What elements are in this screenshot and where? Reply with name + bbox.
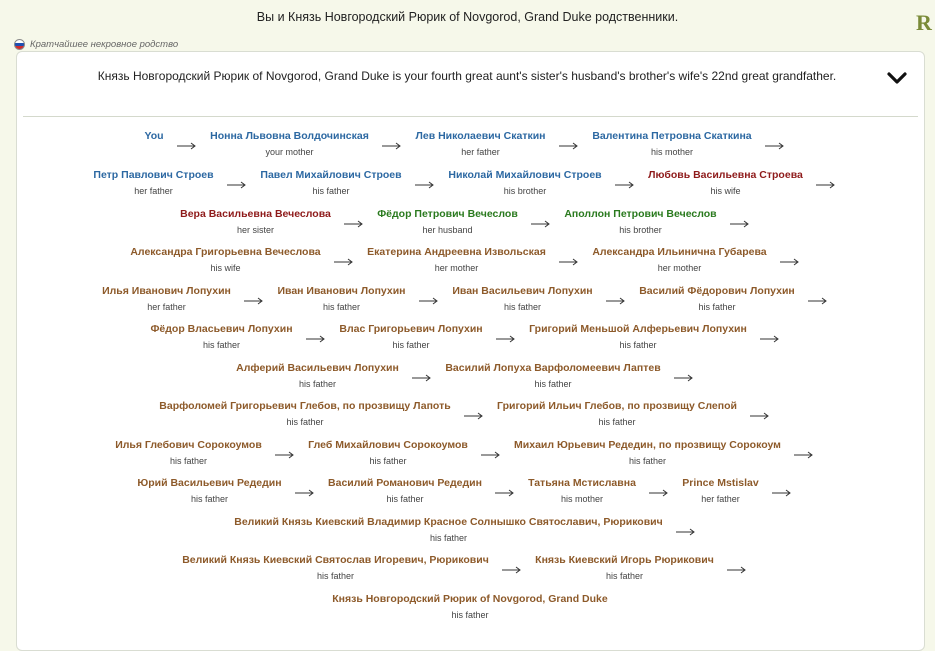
chain-node [563,208,718,236]
chain-node [136,477,283,505]
right-arrow-icon [772,489,792,497]
relation-label: her father [461,147,500,157]
right-arrow-icon [780,258,800,266]
person-name-link[interactable]: Юрий Васильевич Редедин [137,477,282,489]
right-arrow-icon [531,220,551,228]
person-name-link[interactable]: Князь Киевский Игорь Рюрикович [535,554,714,566]
relation-label: his father [598,417,636,427]
chain-node [591,246,768,274]
right-arrow-icon [244,297,264,305]
person-name-link[interactable]: Вера Васильевна Вечеслова [180,208,331,220]
relation-label: her mother [434,263,479,273]
person-name-link[interactable]: Великий Князь Киевский Владимир Красное Солнышко Святославич, Рюрикович [234,516,663,528]
person-name-link[interactable]: Илья Глебович Сорокоумов [115,439,262,451]
chain-node [233,516,664,544]
right-arrow-icon [676,528,696,536]
right-arrow-icon [334,258,354,266]
person-name-link[interactable]: Григорий Меньшой Алферьевич Лопухин [529,323,747,335]
relation-label: his father [316,571,355,581]
chain-node [276,285,407,313]
right-arrow-icon [275,451,295,459]
person-name-link[interactable]: Аполлон Петрович Вечеслов [564,208,717,220]
person-name-link[interactable]: Фёдор Петрович Вечеслов [377,208,518,220]
relation-label: his father [369,456,407,466]
relation-label: his father [605,571,644,581]
right-arrow-icon [730,220,750,228]
person-name-link[interactable]: Валентина Петровна Скаткина [592,130,752,142]
person-name-link[interactable]: Любовь Васильевна Строева [648,169,803,181]
relation-label: his wife [210,263,241,273]
right-arrow-icon [481,451,501,459]
relation-label: her father [134,186,173,196]
relation-label: his wife [710,186,741,196]
chain-node [129,246,322,274]
right-arrow-icon [177,142,197,150]
right-arrow-icon [464,412,484,420]
relation-label: his brother [619,225,662,235]
person-name-link[interactable]: Илья Иванович Лопухин [102,285,231,297]
person-name-link[interactable]: Князь Новгородский Рюрик of Novgorod, Grand Duke [332,593,608,605]
person-name-link[interactable]: Великий Князь Киевский Святослав Игоревич, Рюрикович [182,554,489,566]
relation-label: his father [698,302,736,312]
chain-node [528,323,748,351]
chain-node [259,169,403,197]
right-arrow-icon [382,142,402,150]
person-name-link[interactable]: Александра Григорьевна Вечеслова [130,246,321,258]
right-arrow-icon [496,335,516,343]
relation-label: his father [451,610,489,620]
relation-label: his father [298,379,337,389]
relation-label: your mother [265,147,314,157]
chain-node [447,169,603,197]
right-arrow-icon [227,181,247,189]
chain-node [338,323,484,351]
chain-node [307,439,469,467]
chain-node [451,285,594,313]
chain-node [366,246,547,274]
right-arrow-icon [295,489,315,497]
person-name-link[interactable]: Григорий Ильич Глебов, по прозвищу Слепой [497,400,737,412]
right-arrow-icon [649,489,669,497]
edge-logo-fragment: R [916,10,932,35]
chain-node [92,169,215,197]
person-name-link[interactable]: Василий Лопуха Варфоломеевич Лаптев [445,362,661,374]
person-name-link[interactable]: Влас Григорьевич Лопухин [339,323,483,335]
relation-label: her father [147,302,186,312]
chain-node [114,439,263,467]
relation-label: his father [202,340,241,350]
right-arrow-icon [794,451,814,459]
person-name-link[interactable]: Екатерина Андреевна Извольская [367,246,546,258]
chain-node [376,208,519,236]
chain-node [149,323,294,351]
person-name-link[interactable]: Иван Иванович Лопухин [277,285,406,297]
relation-label: his father [322,302,361,312]
chain-node [331,593,609,621]
relation-label: her father [701,494,740,504]
relation-label: his father [429,533,468,543]
chain-node [143,130,165,143]
chain-node [444,362,662,390]
person-name-link[interactable]: Варфоломей Григорьевич Глебов, по прозвищу Лапоть [159,400,451,412]
right-arrow-icon [727,566,747,574]
chain-node [101,285,232,313]
right-arrow-icon [306,335,326,343]
right-arrow-icon [502,566,522,574]
right-arrow-icon [816,181,836,189]
relation-label: her sister [236,225,274,235]
right-arrow-icon [344,220,364,228]
person-name-link[interactable]: Павел Михайлович Строев [260,169,402,181]
right-arrow-icon [750,412,770,420]
relation-label: his mother [560,494,604,504]
relation-label: his father [190,494,229,504]
person-name-link[interactable]: You [144,130,164,142]
chain-node [527,477,637,505]
relation-label: his father [619,340,657,350]
relation-label: her mother [657,263,702,273]
chain-node [513,439,782,467]
right-arrow-icon [559,258,579,266]
person-name-link[interactable]: Лев Николаевич Скаткин [415,130,546,142]
person-name-link[interactable]: Фёдор Власьевич Лопухин [150,323,293,335]
person-name-link[interactable]: Prince Mstislav [682,477,759,489]
right-arrow-icon [412,374,432,382]
right-arrow-icon [765,142,785,150]
relationship-type-label: Кратчайшее некровное родство [30,38,179,50]
relation-label: his father [534,379,572,389]
relationship-summary: Князь Новгородский Рюрик of Novgorod, Grand Duke is your fourth great aunt's sister's husband's brother's wife's 22nd great grandfather. [97,69,837,83]
person-name-link[interactable]: Василий Романович Редедин [328,477,482,489]
right-arrow-icon [674,374,694,382]
person-name-link[interactable]: Александра Ильинична Губарева [592,246,767,258]
person-name-link[interactable]: Петр Павлович Строев [93,169,214,181]
person-name-link[interactable]: Глеб Михайлович Сорокоумов [308,439,468,451]
chain-node [496,400,738,428]
page-title: Вы и Князь Новгородский Рюрик of Novgorod, Grand Duke родственники. [256,10,679,24]
chain-node [681,477,760,505]
relation-label: her husband [422,225,473,235]
relation-label: his father [169,456,208,466]
right-arrow-icon [606,297,626,305]
right-arrow-icon [808,297,828,305]
chain-node [158,400,452,428]
relation-label: his father [312,186,350,196]
person-name-link[interactable]: Татьяна Мстиславна [528,477,636,489]
person-name-link[interactable]: Николай Михайлович Строев [448,169,602,181]
person-name-link[interactable]: Иван Васильевич Лопухин [452,285,593,297]
chain-node [235,362,400,390]
chain-node [647,169,804,197]
right-arrow-icon [615,181,635,189]
right-arrow-icon [495,489,515,497]
relation-label: his brother [503,186,547,196]
person-name-link[interactable]: Алферий Васильевич Лопухин [236,362,399,374]
relation-label: his father [392,340,430,350]
relation-label: his mother [650,147,694,157]
person-name-link[interactable]: Михаил Юрьевич Редедин, по прозвищу Сорокоум [514,439,781,451]
chain-node [327,477,483,505]
right-arrow-icon [419,297,439,305]
chain-node [591,130,753,158]
chain-node [414,130,547,158]
relation-label: his father [503,302,542,312]
chain-node [638,285,796,313]
chain-node [209,130,370,158]
right-arrow-icon [559,142,579,150]
relation-label: his father [286,417,324,427]
right-arrow-icon [415,181,435,189]
chain-node [179,208,332,236]
chain-node [181,554,490,582]
right-arrow-icon [760,335,780,343]
person-name-link[interactable]: Нонна Львовна Волдочинская [210,130,369,142]
relation-label: his father [386,494,424,504]
person-name-link[interactable]: Василий Фёдорович Лопухин [639,285,795,297]
relation-label: his father [628,456,667,466]
chain-node [534,554,715,582]
